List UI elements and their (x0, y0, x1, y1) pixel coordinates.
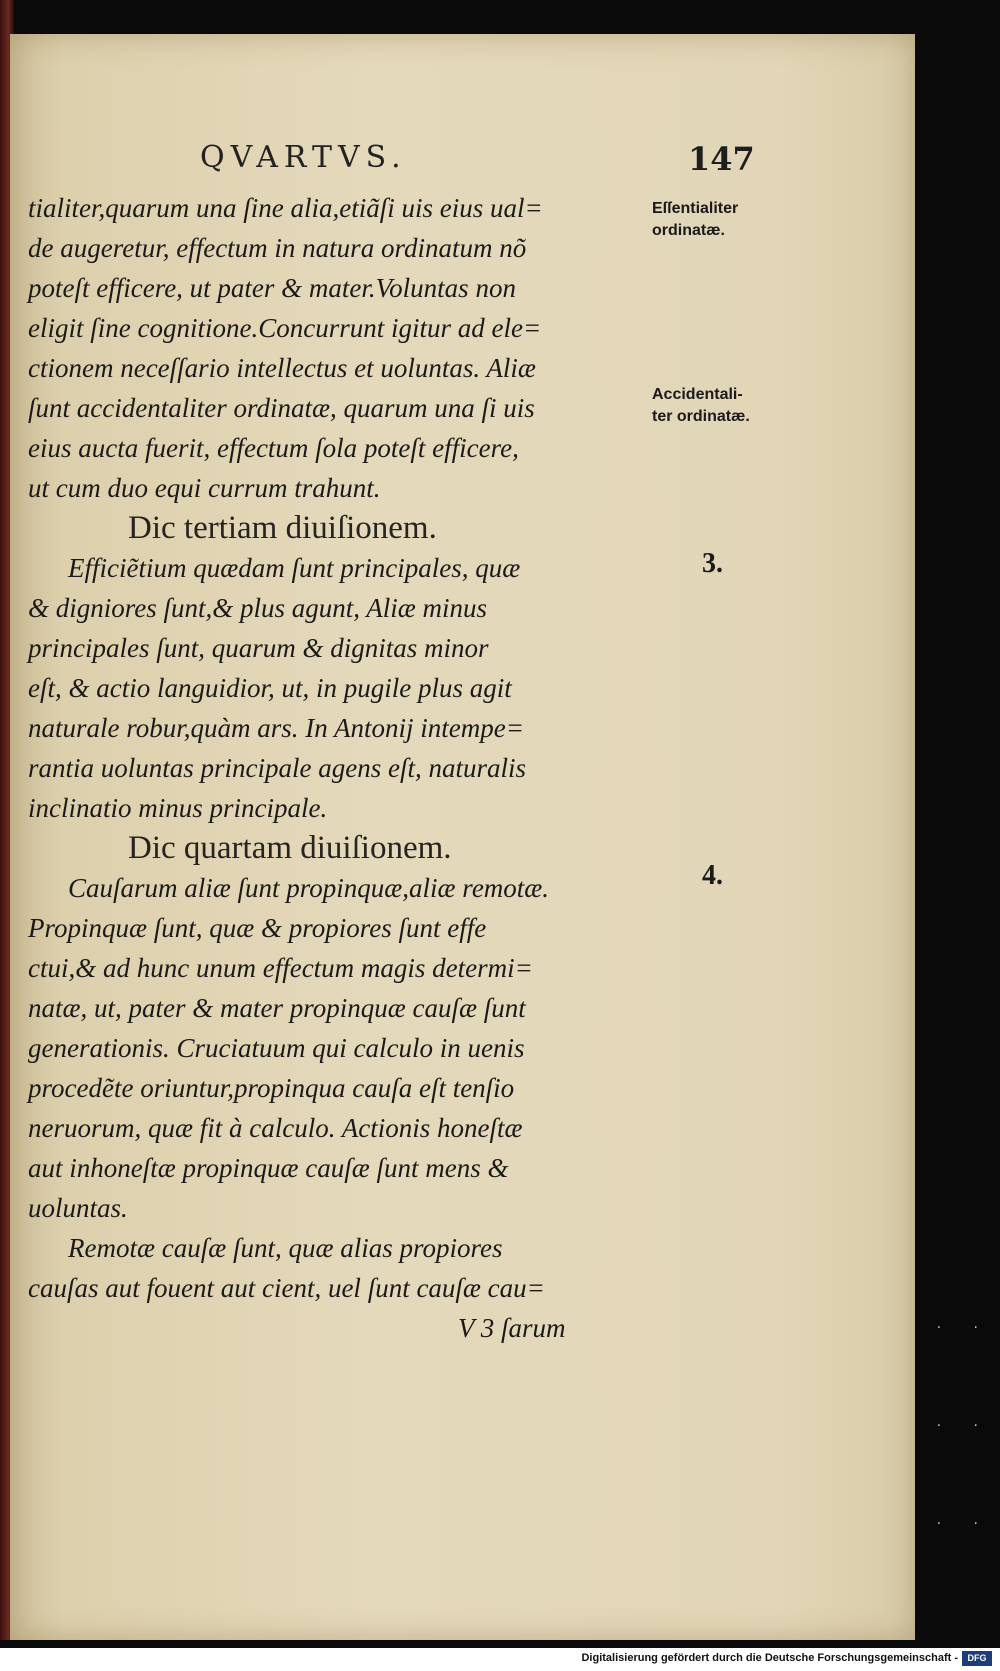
text-line: ut cum duo equi currum trahunt. (28, 473, 381, 503)
text-line: eius aucta fuerit, effectum ſola poteſt efficere, (28, 433, 519, 463)
section-heading: Dic quartam diuiſionem. (128, 830, 452, 866)
text-line: Efficiẽtium quædam ſunt principales, quæ (68, 553, 521, 583)
margin-note-accidentaliter (652, 384, 750, 428)
text-line: ſunt accidentaliter ordinatæ, quarum una ſi uis (28, 393, 535, 423)
scan-dots: · · · (899, 1418, 992, 1434)
text-line: uoluntas. (28, 1193, 128, 1223)
margin-note-line: ter ordinatæ. (652, 408, 750, 425)
text-line: rantia uoluntas principale agens eſt, naturalis (28, 753, 526, 783)
footer-bar (0, 1648, 1000, 1671)
scan-dots: · · · (899, 1320, 992, 1336)
text-line: eligit ſine cognitione.Concurrunt igitur ad ele= (28, 313, 542, 343)
text-line: Cauſarum aliæ ſunt propinquæ,aliæ remotæ. (68, 873, 550, 903)
text-line: poteſt efficere, ut pater & mater.Voluntas non (28, 273, 516, 303)
text-line: naturale robur,quàm ars. In Antonij intempe= (28, 713, 524, 743)
text-line: & digniores ſunt,& plus agunt, Aliæ minus (28, 593, 488, 623)
scan-dots: · · · (899, 1516, 992, 1532)
page-header (0, 140, 1000, 184)
text-line: generationis. Cruciatuum qui calculo in uenis (28, 1033, 525, 1063)
text-line: inclinatio minus principale. (28, 793, 328, 823)
text-line: principales ſunt, quarum & dignitas minor (28, 633, 489, 663)
dfg-logo: DFG (962, 1651, 992, 1666)
text-line: Remotæ cauſæ ſunt, quæ alias propiores (68, 1233, 503, 1263)
text-line: de augeretur, effectum in natura ordinatum nõ (28, 233, 527, 263)
text-line: tialiter,quarum una ſine alia,etiãſi uis eius ual= (28, 193, 543, 223)
text-line: Propinquæ ſunt, quæ & propiores ſunt effe (28, 913, 487, 943)
section-heading: Dic tertiam diuiſionem. (128, 510, 437, 546)
margin-note-line: Accidentali- (652, 386, 743, 403)
margin-note-line: Eſſentialiter (652, 200, 739, 217)
signature-catchword: V 3 ſarum (458, 1313, 566, 1343)
text-line: procedẽte oriuntur,propinqua cauſa eſt tenſio (28, 1073, 515, 1103)
margin-note-essentialiter (652, 198, 738, 242)
text-line: ctionem neceſſario intellectus et uoluntas. Aliæ (28, 353, 536, 383)
margin-number-3: 3. (702, 548, 723, 579)
margin-note-line: ordinatæ. (652, 222, 725, 239)
text-line: ctui,& ad hunc unum effectum magis determi= (28, 953, 533, 983)
text-line: cauſas aut fouent aut cient, uel ſunt cauſæ cau= (28, 1273, 545, 1303)
text-line: natæ, ut, pater & mater propinquæ cauſæ ſunt (28, 993, 526, 1023)
text-line: neruorum, quæ fit à calculo. Actionis honeſtæ (28, 1113, 523, 1143)
body-text (28, 188, 648, 1348)
text-line: aut inhoneſtæ propinquæ cauſæ ſunt mens & (28, 1153, 509, 1183)
digitization-credit: Digitalisierung gefördert durch die Deutsche Forschungsgemeinschaft - (581, 1652, 958, 1664)
running-title: QVARTVS. (200, 140, 407, 175)
margin-number-4: 4. (702, 860, 723, 891)
page-number: 147 (688, 140, 755, 178)
text-line: eſt, & actio languidior, ut, in pugile plus agit (28, 673, 512, 703)
